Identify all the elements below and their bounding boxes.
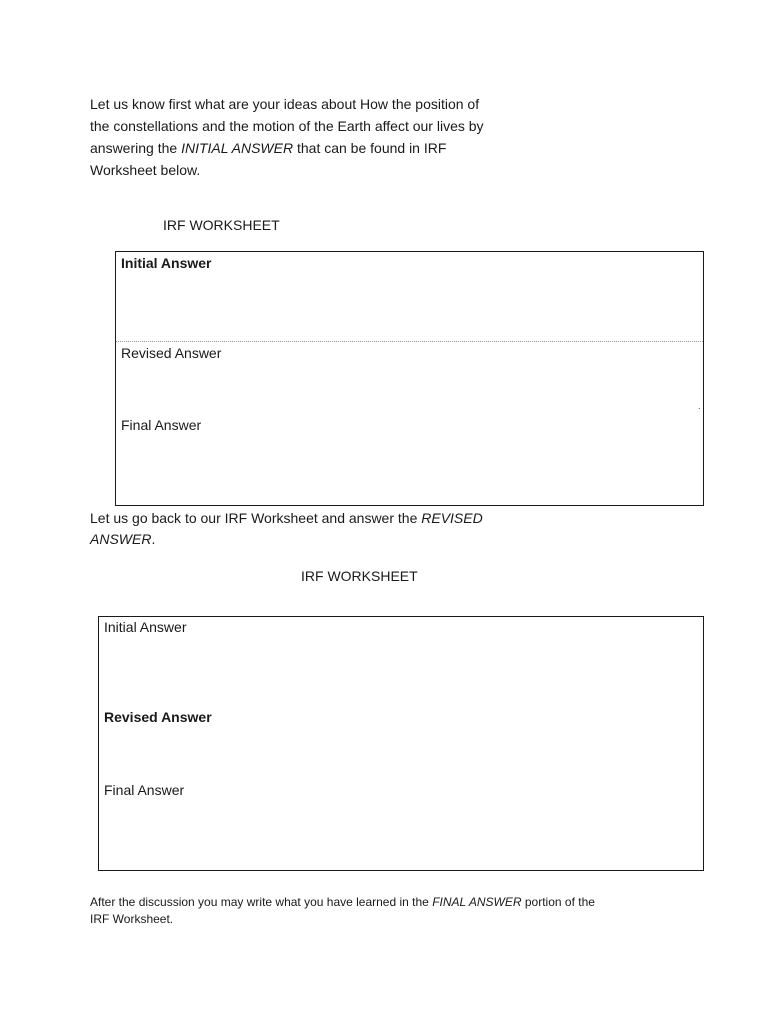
worksheet-1-revised-label: Revised Answer [121,345,222,361]
intro-line-4: Worksheet below. [90,162,201,178]
worksheet-1-divider [116,341,703,342]
worksheet-2-title: IRF WORKSHEET [301,568,418,584]
revised-emphasis-2: ANSWER [90,531,152,547]
worksheet-2-revised-label: Revised Answer [104,709,212,725]
outro-before: After the discussion you may write what you have learned in the [90,895,433,909]
worksheet-1-final-label: Final Answer [121,417,202,433]
worksheet-2-initial-label: Initial Answer [104,619,187,635]
outro-after: portion of the [521,895,595,909]
intro-line-1: Let us know first what are your ideas about How the position of [90,96,480,112]
revise-instruction-before: Let us go back to our IRF Worksheet and answer the [90,510,422,526]
intro-line-2: the constellations and the motion of the Earth affect our lives by [90,118,484,134]
final-answer-emphasis: FINAL ANSWER [432,895,522,909]
worksheet-2-final-label: Final Answer [104,782,185,798]
stray-mark: · [697,403,701,414]
worksheet-2-box [98,616,704,871]
outro-paragraph [90,894,690,928]
revised-emphasis-1: REVISED [421,510,483,526]
worksheet-1-box [115,251,704,506]
worksheet-1-title: IRF WORKSHEET [163,217,280,233]
intro-line-3-after: that can be found in IRF [293,140,447,156]
revise-instruction [90,508,530,550]
intro-paragraph [90,93,519,181]
revise-instruction-after: . [151,531,156,547]
outro-line-2: IRF Worksheet. [90,912,174,926]
worksheet-1-initial-label: Initial Answer [121,255,212,271]
intro-line-3-before: answering the [90,140,182,156]
initial-answer-emphasis: INITIAL ANSWER [181,140,294,156]
